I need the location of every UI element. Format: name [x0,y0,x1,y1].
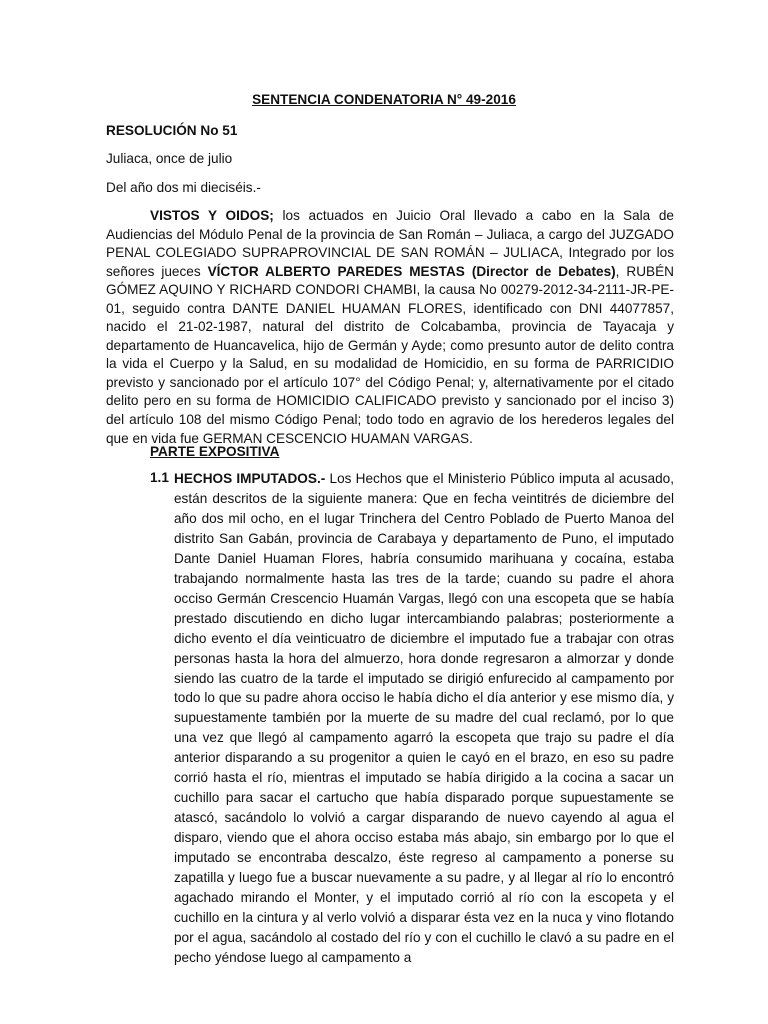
vistos-paragraph [106,207,674,448]
document-title: SENTENCIA CONDENATORIA N° 49-2016 [252,92,516,107]
item-text: Los Hechos que el Ministerio Público imputa al acusado, están descritos de la siguiente manera: Que en fecha veintitrés de diciembre del año dos mil ocho, en el lugar Trinchera del Centro Poblado de Puerto Manoa del distrito San Gabán, provincia de Carabaya y departamento de Puno, el imputado Dante Daniel Huaman Flores, habría consumido marihuana y cocaína, estaba trabajando normalmente hasta las tres de la tarde; cuando su padre el ahora occiso Germán Crescencio Huamán Vargas, llegó con una escopeta que se había prestado discutiendo en dicho lugar intercambiando palabras; posteriormente a dicho evento el día veinticuatro de diciembre el imputado fue a trabajar con otras personas hasta la hora del almuerzo, hora donde regresaron a almorzar y donde siendo las cuatro de la tarde el imputado se dirigió enfurecido al campamento por todo lo que su padre ahora occiso le había dicho el día anterior y ese mismo día, y supuestamente también por la muerte de su madre del cual reclamó, por lo que una vez que llegó al campamento agarró la escopeta que trajo su padre el día anterior disparando a su progenitor a quien le cayó en el brazo, en eso su padre corrió hasta el río, mientras el imputado se había dirigido a la cocina a sacar un cuchillo para sacar el cartucho que había disparado porque supuestamente se atascó, sacándolo lo volvió a cargar disparando de nuevo cayendo al agua el disparo, viendo que el ahora occiso estaba más abajo, sin embargo por lo que el imputado se encontraba descalzo, éste regreso al campamento a ponerse su zapatilla y luego fue a buscar nuevamente a su padre, y al llegar al río lo encontró agachado mirando el Monter, y el imputado corrió al río con la escopeta y el cuchillo en la cintura y al verlo volvió a disparar ésta vez en la nuca y vino flotando por el agua, sacándolo al costado del río y con el cuchillo le clavó a su padre en el pecho yéndose luego al campamento a [174,471,674,965]
vistos-text-2: , RUBÉN GÓMEZ AQUINO Y RICHARD CONDORI CHAMBI, la causa No 00279-2012-34-2111-JR-PE-01, seguido contra DANTE DANIEL HUAMAN FLORES, identificado con DNI 44077857, nacido el 21-02-1987, natural del distrito de Colcabamba, provincia de Tayacaja y departamento de Huancavelica, hijo de Germán y Ayde; como presunto autor de delito contra la vida el Cuerpo y la Salud, en su modalidad de Homicidio, en su forma de PARRICIDIO previsto y sancionado por el artículo 107° del Código Penal; y, alternativamente por el citado delito pero en su forma de HOMICIDIO CALIFICADO previsto y sancionado por el inciso 3) del artículo 108 del mismo Código Penal; todo todo en agravio de los herederos legales del que en vida fue GERMAN CESCENCIO HUAMAN VARGAS. [106,263,674,446]
item-heading: HECHOS IMPUTADOS.- [174,471,326,486]
item-number: 1.1 [150,470,169,485]
hechos-paragraph [174,469,674,968]
year-line: Del año dos mi dieciséis.- [106,180,261,195]
resolution-number: RESOLUCIÓN No 51 [106,123,238,138]
vistos-text-1: los actuados en Juicio Oral llevado a cabo en la Sala de Audiencias del Módulo Penal de la provincia de San Román – Juliaca, a cargo del JUZGADO PENAL COLEGIADO SUPRAPROVINCIAL DE SAN ROMÁN – JULIACA, Integrado por los señores jueces [106,208,674,279]
vistos-lead: VISTOS Y OIDOS; [150,208,274,223]
section-heading: PARTE EXPOSITIVA [150,444,280,459]
judge-name: VÍCTOR ALBERTO PAREDES MESTAS (Director de Debates) [207,263,616,279]
place-date: Juliaca, once de julio [106,151,233,166]
